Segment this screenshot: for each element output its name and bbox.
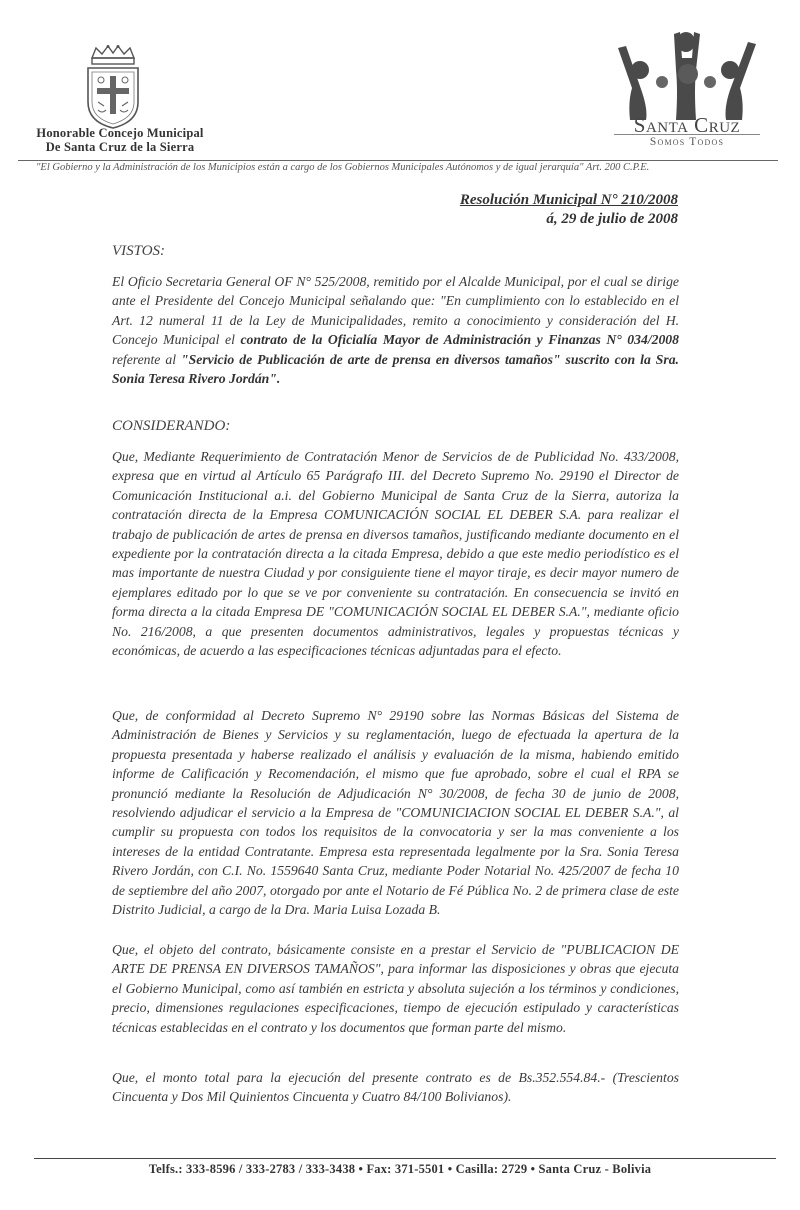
- vistos-heading: VISTOS:: [112, 243, 166, 259]
- resolution-date: á, 29 de julio de 2008: [546, 211, 678, 227]
- considerando-heading: CONSIDERANDO:: [112, 418, 231, 434]
- footer-divider: [34, 1158, 776, 1159]
- logo-name: Santa Cruz: [633, 113, 741, 137]
- footer-contact: Telfs.: 333-8596 / 333-2783 / 333-3438 • Fax: 371-5501 • Casilla: 2729 • Santa Cruz - Bolivia: [148, 1162, 652, 1176]
- council-name-line2: De Santa Cruz de la Sierra: [45, 140, 195, 154]
- considerando-paragraph-1: Que, Mediante Requerimiento de Contratación Menor de Servicios de de Publicidad No. 433/2008, expresa que en virtud al Artículo 65 Parágrafo III. del Decreto Supremo No. 29190 el Director de Comunicación Institucional a.i. del Gobierno Municipal de Santa Cruz de la Sierra, autoriza la contratación directa de la Empresa COMUNICACIÓN SOCIAL EL DEBER S.A. para realizar el trabajo de publicación de artes de prensa en diversos tamaños, justificando mediante documento en el expediente por la contratación directa a la citada Empresa, debido a que este medio periodístico es el mas importante de nuestra Ciudad y por consiguiente tiene el mayor tiraje, es decir mayor numero de ejemplares editado por lo que se ve por conveniente su contratación. En consecuencia se invitó en forma directa a la citada Empresa DE "COMUNICACIÓN SOCIAL EL DEBER S.A.", mediante oficio No. 216/2008, a que presenten documentos administrativos, legales y propuestas técnicas y económicas, de acuerdo a las especificaciones técnicas adjuntadas para el efecto.: [112, 449, 679, 659]
- coat-of-arms-icon: [84, 44, 142, 130]
- resolution-title: Resolución Municipal N° 210/2008: [459, 192, 678, 208]
- considerando-paragraph-4: Que, el monto total para la ejecución del presente contrato es de Bs.352.554.84.- (Trescientos Cincuenta y Dos Mil Quinientos Cincuenta y Cuatro 84/100 Bolivianos).: [112, 1070, 679, 1105]
- header-divider: [18, 160, 778, 161]
- council-name-line1: Honorable Concejo Municipal: [36, 126, 204, 140]
- santa-cruz-figures-icon: [612, 30, 762, 122]
- considerando-paragraph-3: Que, el objeto del contrato, básicamente consiste en a prestar el Servicio de "PUBLICACION DE ARTE DE PRENSA EN DIVERSOS TAMAÑOS", para informar las disposiciones y obras que ejecuta el Gobierno Municipal, como así también en estricta y absoluta sujeción a los términos y condiciones, precio, dimensiones regulaciones especificaciones, tiempo de ejecución estipulado y características técnicas establecidas en el contrato y los documentos que forman parte del mismo.: [112, 942, 679, 1035]
- vistos-paragraph: [112, 272, 679, 388]
- vistos-text-a: El Oficio Secretaria General OF N° 525/2008, remitido por el Alcalde Municipal, por el cual se dirige ante el Presidente del Concejo Municipal señalando que: "En cumplimiento con lo establecido en el Art. 12 numeral 11 de la Ley de Municipalidades, remito a conocimiento y consideración del H. Concejo Municipal el: [112, 274, 679, 348]
- considerando-paragraph-2: Que, de conformidad al Decreto Supremo N° 29190 sobre las Normas Básicas del Sistema de Administración de Bienes y Servicios y su reglamentación, luego de efectuada la apertura de la propuesta presentada y haberse realizado el análisis y evaluación de la misma, habiendo emitido informe de Calificación y Recomendación, el mismo que fue aprobado, sobre el cual el RPA se pronunció mediante la Resolución de Adjudicación N° 30/2008, de fecha 30 de junio de 2008, resolviendo adjudicar el servicio a la Empresa de "COMUNICIACION SOCIAL EL DEBER S.A.", al cumplir su propuesta con todos los requisitos de la convocatoria y ser la mas conveniente a los intereses de la entidad Contratante. Empresa esta representada legalmente por la Sra. Sonia Teresa Rivero Jordán, con C.I. No. 1559640 Santa Cruz, mediante Poder Notarial No. 425/2007 de fecha 10 de septiembre del año 2007, otorgado por ante el Notario de Fé Pública No. 2 de primera clase de este Distrito Judicial, a cargo de la Dra. Maria Luisa Lozada B.: [112, 708, 679, 918]
- vistos-service-ref: "Servicio de Publicación de arte de prensa en diversos tamaños" suscrito con la Sra. Sonia Teresa Rivero Jordán".: [112, 351, 679, 387]
- vistos-contract-ref: contrato de la Oficialía Mayor de Administración y Finanzas N° 034/2008: [240, 332, 679, 348]
- vistos-text-b: referente al: [112, 351, 182, 367]
- constitution-quote: "El Gobierno y la Administración de los Municipios están a cargo de los Gobiernos Municipales Autónomos y de igual jerarquía" Art. 200 C.P.E.: [36, 162, 650, 173]
- logo-tagline: Somos Todos: [614, 134, 760, 148]
- council-name: [20, 126, 220, 154]
